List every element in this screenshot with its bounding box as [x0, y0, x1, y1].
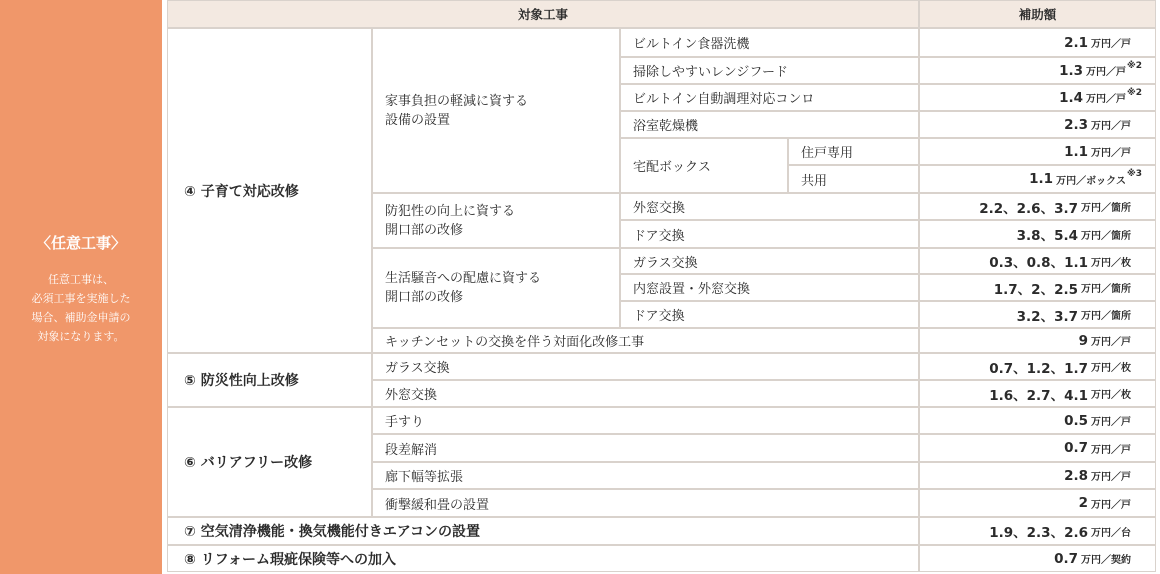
- amount-value: 1.1: [1029, 171, 1054, 187]
- amount-unit: 万円／戸: [1085, 67, 1126, 78]
- amount-unit: 万円／戸: [1091, 39, 1131, 50]
- category-childcare: ④ 子育て対応改修: [167, 28, 372, 353]
- amount-unit: 万円／戸: [1085, 94, 1126, 105]
- amount-value: 1.1: [1064, 143, 1088, 160]
- subcategory-housework: 家事負担の軽減に資する 設備の設置: [372, 28, 620, 193]
- work-item-kitchen: キッチンセットの交換を伴う対面化改修工事: [372, 328, 919, 353]
- sidebar-description: [0, 270, 162, 346]
- amount-unit: 万円／契約: [1081, 555, 1131, 566]
- subsidy-amount: [919, 517, 1156, 545]
- subsidy-amount: [919, 111, 1156, 138]
- header-work: 対象工事: [167, 0, 919, 28]
- amount-value: 1.7、2、2.5: [993, 281, 1078, 298]
- sidebar-description-line: 場合、補助金申請の: [31, 311, 131, 324]
- amount-unit: 万円／戸: [1091, 472, 1131, 483]
- subsidy-amount: [919, 28, 1156, 57]
- subsidy-amount: [919, 248, 1156, 274]
- work-item-delivery-box: 宅配ボックス: [620, 138, 788, 193]
- amount-unit: 万円／箇所: [1081, 284, 1131, 295]
- category-disaster: ⑤ 防災性向上改修: [167, 353, 372, 407]
- amount-value: 2.2、2.6、3.7: [979, 200, 1078, 217]
- work-item: 廊下幅等拡張: [372, 462, 919, 489]
- subsidy-amount: [919, 434, 1156, 462]
- work-item: ガラス交換: [620, 248, 919, 274]
- work-item: 手すり: [372, 407, 919, 434]
- category-barrier-free: ⑥ バリアフリー改修: [167, 407, 372, 517]
- amount-unit: 万円／台: [1091, 527, 1131, 539]
- subsidy-amount: [919, 57, 1156, 84]
- work-item: 外窓交換: [372, 380, 919, 407]
- amount-value: 9: [1078, 332, 1088, 349]
- work-item: 段差解消: [372, 434, 919, 462]
- category-aircon: ⑦ 空気清浄機能・換気機能付きエアコンの設置: [167, 517, 919, 545]
- subsidy-amount: [919, 193, 1156, 220]
- amount-unit: 万円／戸: [1091, 417, 1131, 428]
- amount-value: 1.4: [1059, 89, 1083, 106]
- sidebar-description-line: 対象になります。: [37, 330, 125, 343]
- amount-unit: 万円／戸: [1091, 121, 1131, 132]
- amount-unit: 万円／箇所: [1081, 203, 1131, 214]
- subsidy-amount: [919, 165, 1156, 193]
- amount-unit: 万円／戸: [1091, 499, 1131, 511]
- amount-unit: 万円／箇所: [1081, 230, 1131, 242]
- work-subitem: 共用: [788, 165, 919, 193]
- amount-value: 0.7、1.2、1.7: [989, 360, 1088, 377]
- subsidy-amount: [919, 407, 1156, 434]
- amount-value: 3.2、3.7: [1016, 308, 1078, 325]
- amount-unit: 万円／枚: [1091, 257, 1131, 269]
- amount-value: 1.9、2.3、2.6: [989, 525, 1088, 541]
- work-item: ドア交換: [620, 301, 919, 328]
- amount-value: 2: [1078, 495, 1088, 511]
- sidebar-description-line: 任意工事は、: [48, 273, 114, 286]
- subsidy-amount: [919, 220, 1156, 248]
- work-item: ドア交換: [620, 220, 919, 248]
- sidebar-title: 〈任意工事〉: [35, 234, 126, 252]
- work-item: 外窓交換: [620, 193, 919, 220]
- amount-value: 0.7: [1054, 550, 1078, 567]
- amount-unit: 万円／戸: [1091, 148, 1131, 159]
- amount-unit: 万円／戸: [1091, 444, 1131, 456]
- amount-value: 2.1: [1064, 34, 1088, 51]
- subcategory-crime-prevention: 防犯性の向上に資する 開口部の改修: [372, 193, 620, 248]
- work-item: 浴室乾燥機: [620, 111, 919, 138]
- work-item: 掃除しやすいレンジフード: [620, 57, 919, 84]
- work-item: ビルトイン自動調理対応コンロ: [620, 84, 919, 111]
- amount-footnote: ※3: [1126, 169, 1142, 179]
- amount-footnote: ※2: [1126, 87, 1142, 98]
- subsidy-amount: [919, 353, 1156, 380]
- amount-unit: 万円／箇所: [1081, 311, 1131, 322]
- header-amount: 補助額: [919, 0, 1156, 28]
- subsidy-amount: [919, 138, 1156, 165]
- subcategory-noise: 生活騒音への配慮に資する 開口部の改修: [372, 248, 620, 328]
- amount-unit: 万円／ボックス: [1056, 175, 1126, 187]
- amount-unit: 万円／枚: [1091, 390, 1131, 401]
- subsidy-amount: [919, 328, 1156, 353]
- amount-value: 1.6、2.7、4.1: [989, 387, 1088, 404]
- amount-value: 0.3、0.8、1.1: [989, 255, 1088, 271]
- amount-value: 2.8: [1064, 467, 1088, 484]
- work-item: ビルトイン食器洗機: [620, 28, 919, 57]
- subsidy-amount: [919, 274, 1156, 301]
- subsidy-amount: [919, 489, 1156, 517]
- subsidy-amount: [919, 545, 1156, 572]
- amount-value: 2.3: [1064, 116, 1088, 133]
- work-item: ガラス交換: [372, 353, 919, 380]
- amount-unit: 万円／戸: [1091, 337, 1131, 348]
- subsidy-amount: [919, 462, 1156, 489]
- amount-unit: 万円／枚: [1091, 363, 1131, 374]
- subsidy-amount: [919, 380, 1156, 407]
- amount-footnote: ※2: [1126, 60, 1142, 71]
- amount-value: 3.8、5.4: [1016, 228, 1078, 244]
- subsidy-table: [167, 0, 1156, 572]
- amount-value: 0.5: [1064, 412, 1088, 429]
- work-item: 衝撃緩和畳の設置: [372, 489, 919, 517]
- amount-value: 0.7: [1064, 440, 1088, 456]
- work-subitem: 住戸専用: [788, 138, 919, 165]
- amount-value: 1.3: [1059, 62, 1083, 79]
- optional-work-sidebar: [0, 0, 162, 574]
- work-item: 内窓設置・外窓交換: [620, 274, 919, 301]
- subsidy-amount: [919, 301, 1156, 328]
- subsidy-amount: [919, 84, 1156, 111]
- sidebar-description-line: 必須工事を実施した: [31, 292, 131, 305]
- category-warranty: ⑧ リフォーム瑕疵保険等への加入: [167, 545, 919, 572]
